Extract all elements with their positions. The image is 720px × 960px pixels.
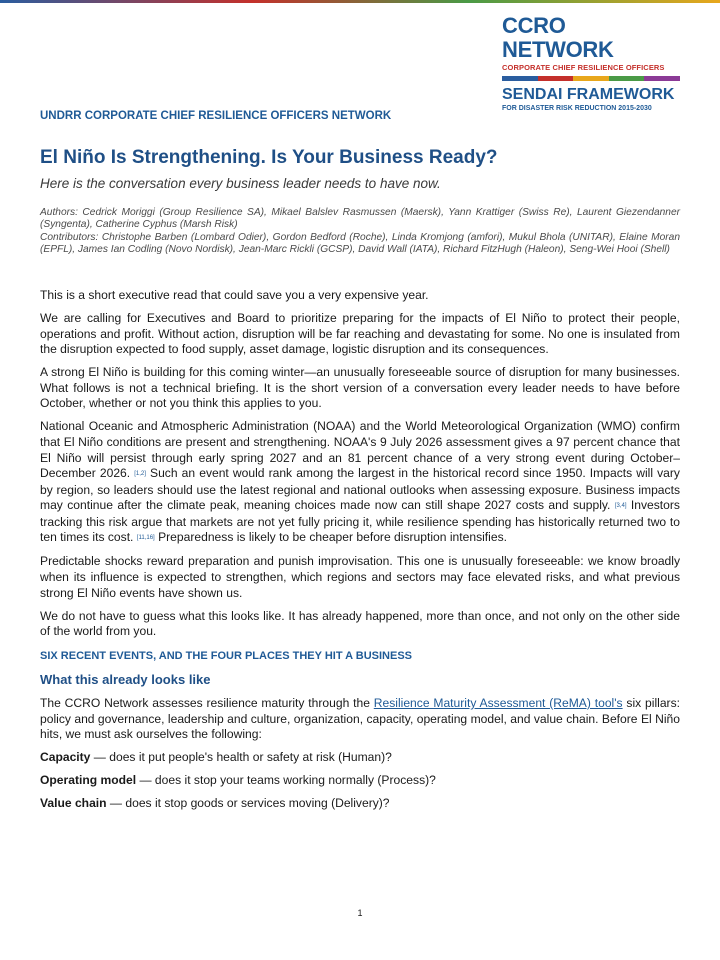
- paragraph: Predictable shocks reward preparation and punish improvisation. This one is unusually foreseeable: we know broadly when its influence is expected to strengthen, which regions and sectors may face elevated risks, and what previous strong El Niño events have shown us.: [40, 554, 680, 600]
- question-value-chain: [40, 796, 680, 812]
- paragraph: A strong El Niño is building for this coming winter—an unusually foreseeable source of disruption for many businesses. What follows is not a technical briefing. It is the short version of a conversation every leader needs to have before October, whether or not you think this applies to you.: [40, 365, 680, 411]
- reference-marker[interactable]: [11,16]: [136, 535, 155, 542]
- rema-tool-link[interactable]: Resilience Maturity Assessment (ReMA) tool's: [373, 696, 623, 711]
- credits-block: [40, 207, 680, 257]
- page-number: 1: [357, 908, 363, 918]
- question-operating-model: [40, 773, 680, 789]
- subheading: What this already looks like: [40, 672, 211, 688]
- paragraph-text: six pillars: policy and governance, leadership and culture, organization, capacity, operating model, and value chain. Before El Niño hits, we must ask ourselves the following:: [40, 696, 680, 742]
- paragraph-text: National Oceanic and Atmospheric Administration (NOAA) and the World Meteorological Organization (WMO) confirm that El Niño conditions are present and strengthening. NOAA's 9 July 2026 assessment gives a 97 percent chance that El Niño will persist through early spring 2027 and an 81 percent chance of a very strong event during October–December 2026.: [40, 419, 680, 481]
- paragraph-text: Such an event would rank among the largest in the historical record since 1950. Impacts will vary by region, so leaders should use the latest regional and national outlooks when assessing exposure. Business impacts may continue after the climate peak, meaning choices made now can still shape 2027 costs and supply.: [40, 466, 680, 513]
- contributors-line: Contributors: Christophe Barben (Lombard Odier), Gordon Bedford (Roche), Linda Kromjong (amfori), Mukul Bhola (UNITAR), Elaine Moran (EPFL), James Ian Codling (Novo Nordisk), Jean-Marc Rickli (GCSP), David Wall (IATA), Richard FitzHugh (Haleon), Seng-Wei Hooi (Shell): [40, 231, 680, 256]
- paragraph-text: Preparedness is likely to be cheaper before disruption intensifies.: [158, 530, 507, 545]
- paragraph-text: The CCRO Network assesses resilience maturity through the: [40, 696, 370, 711]
- section-heading: SIX RECENT EVENTS, AND THE FOUR PLACES THEY HIT A BUSINESS: [40, 649, 413, 662]
- page-subtitle: Here is the conversation every business leader needs to have now.: [40, 176, 441, 191]
- paragraph: This is a short executive read that could save you a very expensive year.: [40, 288, 429, 302]
- question-label: Value chain: [40, 796, 107, 811]
- paragraph: [40, 696, 680, 743]
- logo-title: CCRO NETWORK: [502, 13, 614, 62]
- paragraph-text: Investors tracking this risk argue that markets are not yet fully pricing it, while resilience spending has historically returned two to ten times its cost.: [40, 498, 680, 545]
- sendai-subtitle: FOR DISASTER RISK REDUCTION 2015-2030: [502, 105, 652, 112]
- article-body: [40, 288, 680, 819]
- question-label: Operating model: [40, 773, 137, 788]
- sendai-title: SENDAI FRAMEWORK: [502, 86, 675, 103]
- question-text: — does it stop goods or services moving (Delivery)?: [109, 796, 390, 811]
- paragraph: [40, 419, 680, 547]
- question-text: — does it put people's health or safety at risk (Human)?: [93, 750, 392, 765]
- network-label: UNDRR CORPORATE CHIEF RESILIENCE OFFICERS NETWORK: [40, 110, 392, 122]
- question-label: Capacity: [40, 750, 91, 765]
- ccro-network-logo: [502, 14, 680, 112]
- reference-marker[interactable]: [3,4]: [614, 503, 627, 510]
- logo-color-stripe: [502, 76, 680, 81]
- authors-line: Authors: Cedrick Moriggi (Group Resilience SA), Mikael Balslev Rasmussen (Maersk), Yann Krattiger (Swiss Re), Laurent Giezendanner (Syngenta), Catherine Cyphus (Marsh Risk): [40, 207, 680, 231]
- question-capacity: [40, 750, 680, 766]
- reference-marker[interactable]: [1,2]: [134, 471, 146, 478]
- paragraph: We are calling for Executives and Board to prioritize preparing for the impacts of El Niño to protect their people, operations and profit. Without action, disruption will be far reaching and devastating for some. No one is insulated from the disruption expected to food supply, asset damage, logistic disruption and its consequences.: [40, 310, 680, 357]
- logo-subtitle: CORPORATE CHIEF RESILIENCE OFFICERS: [502, 63, 665, 72]
- paragraph: We do not have to guess what this looks like. It has already happened, more than once, and not only on the other side of the world from you.: [40, 608, 680, 639]
- top-color-bar: [0, 0, 720, 3]
- page-title: El Niño Is Strengthening. Is Your Business Ready?: [40, 147, 498, 168]
- question-text: — does it stop your teams working normally (Process)?: [139, 773, 436, 788]
